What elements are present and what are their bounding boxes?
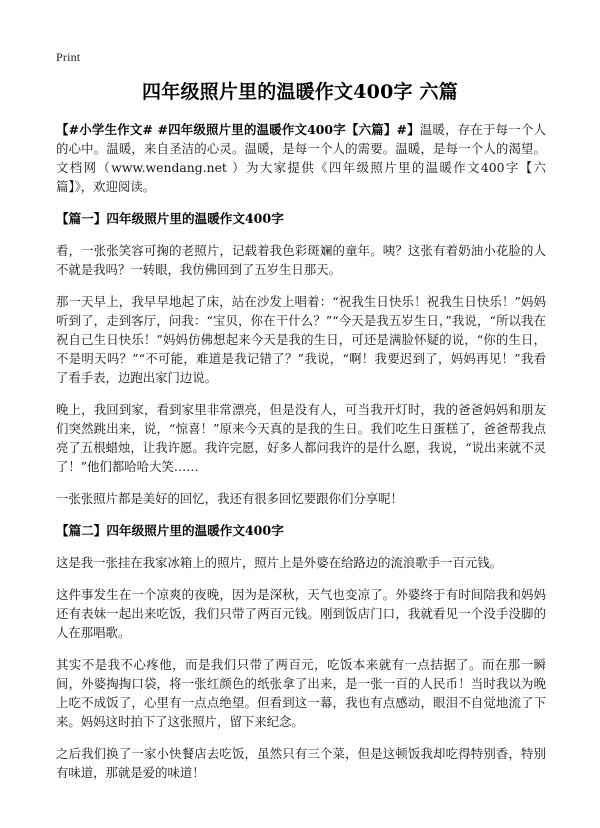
section-heading-2: 【篇二】四年级照片里的温暖作文400字: [56, 523, 284, 538]
section-1-paragraph: 一张张照片都是美好的回忆，我还有很多回忆要跟你们分享呢！: [56, 491, 403, 506]
section-heading-1: 【篇一】四年级照片里的温暖作文400字: [56, 211, 284, 226]
article-body: [56, 120, 546, 795]
section-2-paragraph: 这是我一张挂在我家冰箱上的照片，照片上是外婆在给路边的流浪歌手一百元钱。: [56, 555, 503, 570]
section-2-paragraph: 其实不是我不心疼他，而是我们只带了两百元，吃饭本来就有一点拮据了。而在那一瞬间，外婆掏掏口袋，将一张红颜色的纸张拿了出来，是一张一百的人民币！当时我以为晚上吃不成饭了，心里有一点点绝望。但看到这一幕，我也有点感动，眼泪不自觉地流了下来。妈妈这时拍下了这张照片，留下来纪念。: [56, 657, 546, 729]
section-2-paragraph: 这件事发生在一个凉爽的夜晚，因为是深秋，天气也变凉了。外婆终于有时间陪我和妈妈还有表妹一起出来吃饭，我们只带了两百元钱。刚到饭店门口，我就看见一个没手没脚的人在那唱歌。: [56, 587, 546, 640]
intro-tag: 【#小学生作文# #四年级照片里的温暖作文400字【六篇】#】: [56, 122, 420, 137]
section-1-paragraph: 那一天早上，我早早地起了床，站在沙发上唱着：“祝我生日快乐！祝我生日快乐！”妈妈听到了，走到客厅，问我：“宝贝，你在干什么？”“今天是我五岁生日，”我说，“所以我在祝自己生日快乐！”妈妈仿佛想起来今天是我的生日，可还是满脸怀疑的说，“你的生日，不是明天吗？”“不可能，难道是我记错了？”我说，“啊！我要迟到了，妈妈再见！”我看了看手表，边跑出家门边说。: [56, 294, 546, 385]
section-2-paragraph: 之后我们换了一家小快餐店去吃饭，虽然只有三个菜，但是这顿饭我却吃得特别香，特别有味道，那就是爱的味道！: [56, 746, 546, 780]
intro-paragraph: [56, 120, 546, 196]
print-label: Print: [56, 50, 81, 64]
section-1-paragraph: 晚上，我回到家，看到家里非常漂亮，但是没有人，可当我开灯时，我的爸爸妈妈和朋友们突然跳出来，说，“惊喜！”原来今天真的是我的生日。我们吃生日蛋糕了，爸爸帮我点亮了五根蜡烛，让我许愿。我许完愿，好多人都问我许的是什么愿，我说，“说出来就不灵了！”他们都哈哈大笑……: [56, 402, 546, 474]
intro-text: 温暖，存在于每一个人的心中。温暖，来自圣洁的心灵。温暖，是每一个人的需要。温暖，是每一个人的渴望。文档网（www.wendang.net ）为大家提供《四年级照片里的温暖作文400字【六篇】》，欢迎阅读。: [56, 122, 546, 194]
section-1-paragraph: 看，一张张笑容可掬的老照片，记载着我色彩斑斓的童年。咦？这张有着奶油小花脸的人不就是我吗？一转眼，我仿佛回到了五岁生日那天。: [56, 243, 546, 277]
page-title: 四年级照片里的温暖作文400字 六篇: [142, 81, 458, 103]
